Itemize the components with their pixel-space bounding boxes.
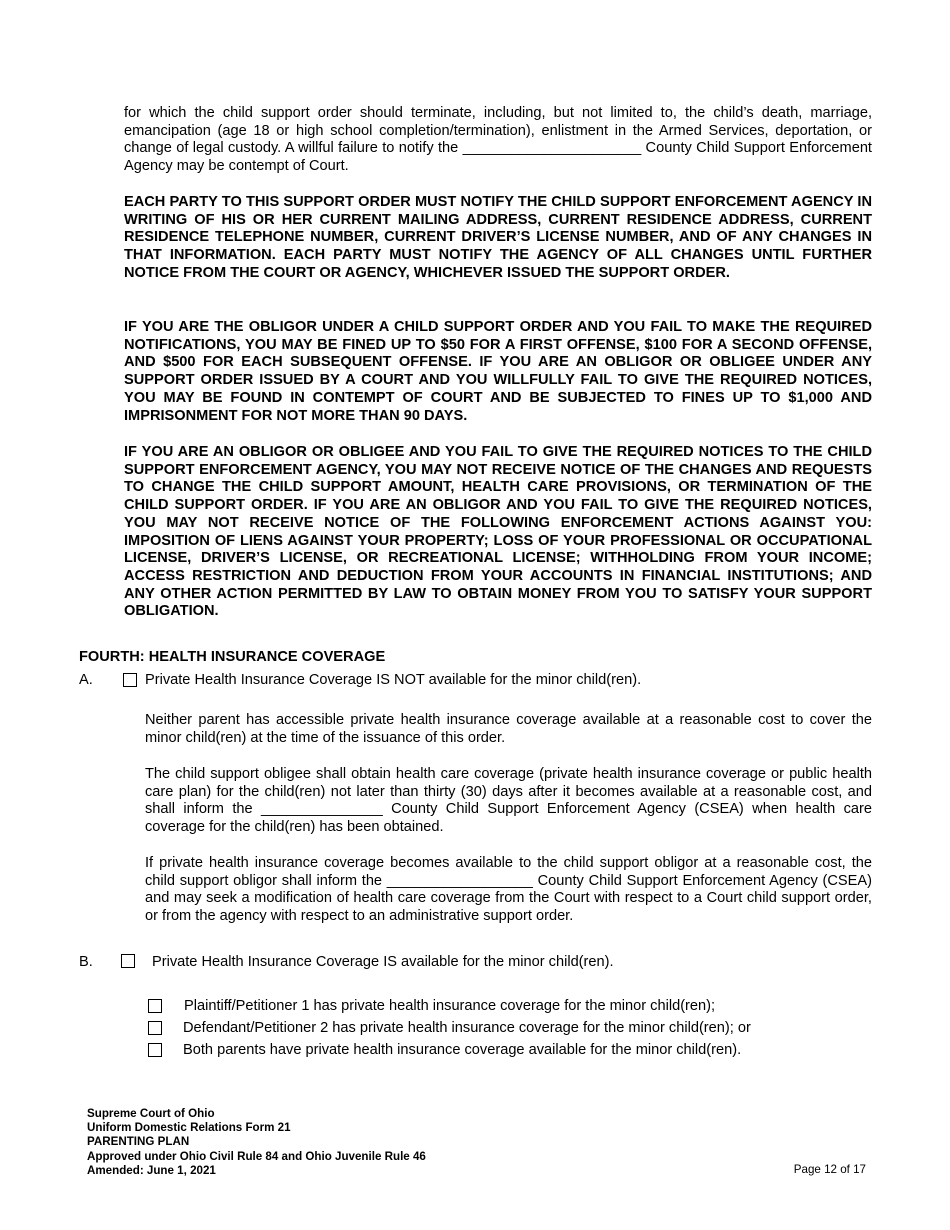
- footer-form-title: PARENTING PLAN: [87, 1135, 190, 1149]
- form-footer: [87, 1107, 426, 1178]
- enforcement-warning-paragraph: IF YOU ARE AN OBLIGOR OR OBLIGEE AND YOU FAIL TO GIVE THE REQUIRED NOTICES TO THE CHILD SUPPORT ENFORCEMENT AGENCY, YOU MAY NOT RECEIVE NOTICE OF THE CHANGES AND REQUESTS TO CHANGE THE CHILD SUPPORT AMOUNT, HEALTH CARE PROVISIONS, OR TERMINATION OF THE CHILD SUPPORT ORDER. IF YOU ARE AN OBLIGOR AND YOU FAIL TO GIVE THE REQUIRED NOTICES, YOU MAY NOT RECEIVE NOTICE OF THE FOLLOWING ENFORCEMENT ACTIONS AGAINST YOU: IMPOSITION OF LIENS AGAINST YOUR PROPERTY; LOSS OF YOUR PROFESSIONAL OR OCCUPATIONAL LICENSE, DRIVER’S LICENSE, OR RECREATIONAL LICENSE; WITHHOLDING FROM YOUR INCOME; ACCESS RESTRICTION AND DEDUCTION FROM YOUR ACCOUNTS IN FINANCIAL INSTITUTIONS; AND ANY OTHER ACTION PERMITTED BY LAW TO OBTAIN MONEY FROM YOU TO SATISFY YOUR SUPPORT OBLIGATION.: [124, 444, 872, 620]
- item-a-letter: A.: [79, 672, 93, 688]
- petitioner1-coverage-checkbox[interactable]: [148, 999, 162, 1013]
- obligee-obligation-paragraph: The child support obligee shall obtain health care coverage (private health insurance coverage or public health care plan) for the child(ren) not later than thirty (30) days after it becomes available at a reasonable cost, and shall inform the _______________ County Child Support Enforcement Agency (CSEA) when health care coverage for the child(ren) has been obtained.: [145, 766, 872, 836]
- termination-notice-paragraph: for which the child support order should terminate, including, but not limited to, the child’s death, marriage, emancipation (age 18 or high school completion/termination), enlistment in the Armed Services, deportation, or change of legal custody. A willful failure to notify the ______________________ County Child Support Enforcement Agency may be contempt of Court.: [124, 105, 872, 175]
- coverage-not-available-checkbox[interactable]: [123, 673, 137, 687]
- both-parents-coverage-label: Both parents have private health insurance coverage available for the minor child(ren).: [183, 1042, 742, 1058]
- footer-form-number: Uniform Domestic Relations Form 21: [87, 1121, 291, 1135]
- obligor-obligation-paragraph: If private health insurance coverage becomes available to the child support obligor at a reasonable cost, the child support obligor shall inform the __________________ County Child Support Enforcement Agency (CSEA) and may seek a modification of health care coverage from the Court with respect to a Court child support order, or from the agency with respect to an administrative support order.: [145, 855, 872, 925]
- petitioner2-coverage-checkbox[interactable]: [148, 1021, 162, 1035]
- item-b-letter: B.: [79, 954, 93, 970]
- section-heading: FOURTH: HEALTH INSURANCE COVERAGE: [79, 649, 386, 665]
- fines-warning-paragraph: IF YOU ARE THE OBLIGOR UNDER A CHILD SUPPORT ORDER AND YOU FAIL TO MAKE THE REQUIRED NOTIFICATIONS, YOU MAY BE FINED UP TO $50 FOR A FIRST OFFENSE, $100 FOR A SECOND OFFENSE, AND $500 FOR EACH SUBSEQUENT OFFENSE. IF YOU ARE AN OBLIGOR OR OBLIGEE UNDER ANY SUPPORT ORDER ISSUED BY A COURT AND YOU WILLFULLY FAIL TO GIVE THE REQUIRED NOTICES, YOU MAY BE FOUND IN CONTEMPT OF COURT AND BE SUBJECTED TO FINES UP TO $1,000 AND IMPRISONMENT FOR NOT MORE THAN 90 DAYS.: [124, 319, 872, 424]
- footer-amended-date: Amended: June 1, 2021: [87, 1163, 216, 1177]
- coverage-available-label: Private Health Insurance Coverage IS available for the minor child(ren).: [152, 954, 614, 970]
- both-parents-coverage-checkbox[interactable]: [148, 1043, 162, 1057]
- page-number: Page 12 of 17: [793, 1163, 866, 1176]
- petitioner1-coverage-label: Plaintiff/Petitioner 1 has private health insurance coverage for the minor child(ren);: [184, 998, 716, 1014]
- footer-court: Supreme Court of Ohio: [87, 1107, 215, 1120]
- coverage-not-available-label: Private Health Insurance Coverage IS NOT available for the minor child(ren).: [145, 672, 642, 688]
- no-coverage-paragraph: Neither parent has accessible private health insurance coverage available at a reasonable cost to cover the minor child(ren) at the time of the issuance of this order.: [145, 712, 872, 746]
- coverage-available-checkbox[interactable]: [121, 954, 135, 968]
- footer-approval: Approved under Ohio Civil Rule 84 and Ohio Juvenile Rule 46: [87, 1149, 426, 1163]
- petitioner2-coverage-label: Defendant/Petitioner 2 has private health insurance coverage for the minor child(ren); or: [183, 1020, 751, 1036]
- notification-requirement-paragraph: EACH PARTY TO THIS SUPPORT ORDER MUST NOTIFY THE CHILD SUPPORT ENFORCEMENT AGENCY IN WRITING OF HIS OR HER CURRENT MAILING ADDRESS, CURRENT RESIDENCE ADDRESS, CURRENT RESIDENCE TELEPHONE NUMBER, CURRENT DRIVER’S LICENSE NUMBER, AND OF ANY CHANGES IN THAT INFORMATION. EACH PARTY MUST NOTIFY THE AGENCY OF ALL CHANGES UNTIL FURTHER NOTICE FROM THE COURT OR AGENCY, WHICHEVER ISSUED THE SUPPORT ORDER.: [124, 194, 872, 281]
